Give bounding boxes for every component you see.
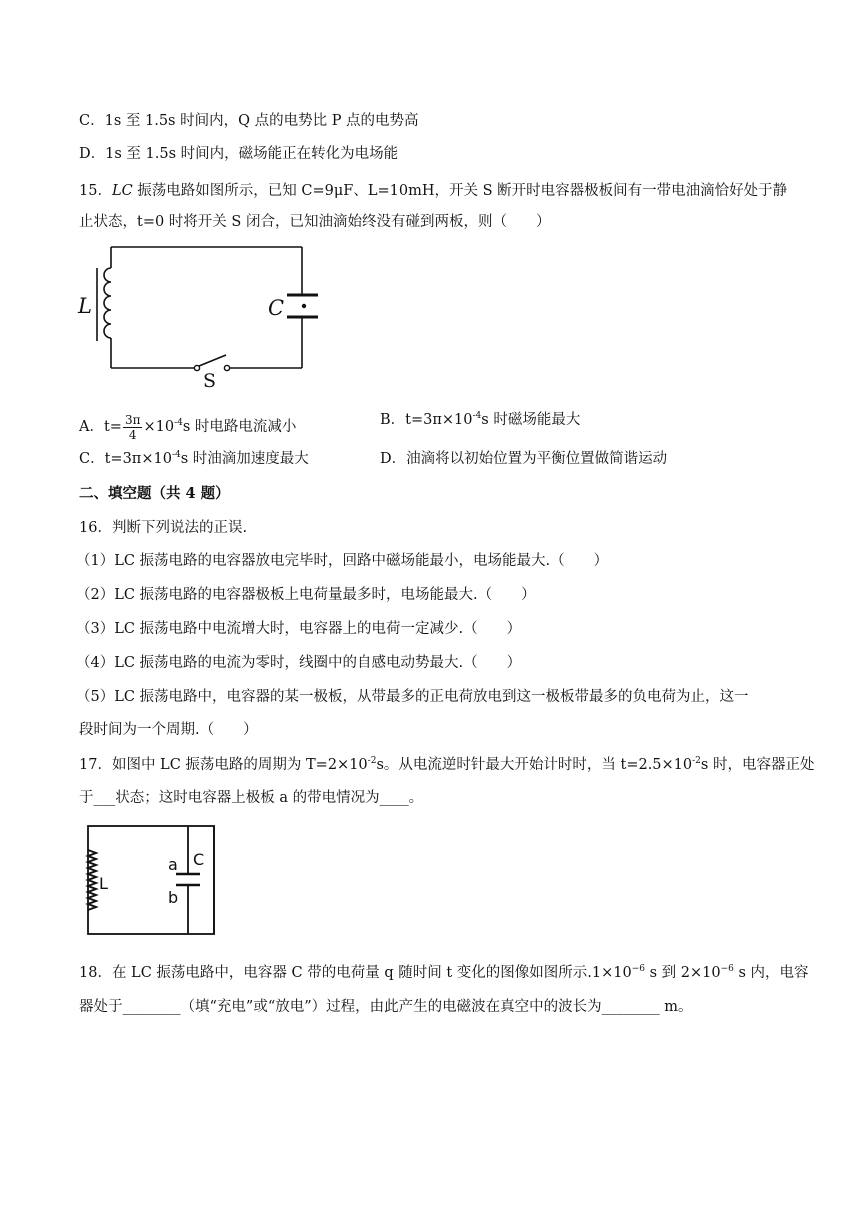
q17-label-b: b	[168, 888, 179, 907]
q15-option-d: D．油滴将以初始位置为平衡位置做简谐运动	[380, 451, 668, 467]
q17-label-a: a	[168, 855, 178, 874]
q16-item-5-line2: 段时间为一个周期.（ ）	[79, 722, 258, 738]
q16-item-3: （3）LC 振荡电路中电流增大时，电容器上的电荷一定减少.（ ）	[76, 621, 522, 637]
q17-stem-line2: 于___状态；这时电容器上极板 a 的带电情况为____。	[79, 790, 424, 806]
q15-stem-line2: 止状态，t=0 时将开关 S 闭合，已知油滴始终没有碰到两板，则（ ）	[79, 214, 551, 230]
q14-option-c: C．1s 至 1.5s 时间内，Q 点的电势比 P 点的电势高	[79, 113, 419, 129]
q16-item-4: （4）LC 振荡电路的电流为零时，线圈中的自感电动势最大.（ ）	[76, 655, 522, 671]
q18-stem-line2: 器处于________（填“充电”或“放电”）过程，由此产生的电磁波在真空中的波长为________ m。	[79, 999, 693, 1015]
q15-option-a: A．t= $\frac{3\pi}{4}$ $\times 10^{-4}s$ 时电路电流减小	[79, 412, 297, 442]
q15-option-b: B．$t=3\pi\times 10^{-4}s$ 时磁场能最大	[380, 411, 581, 428]
q14-option-d: D．1s 至 1.5s 时间内，磁场能正在转化为电场能	[79, 146, 399, 162]
q16-item-1: （1）LC 振荡电路的电容器放电完毕时，回路中磁场能最小，电场能最大.（ ）	[76, 553, 609, 569]
q15-label-c: C	[268, 296, 285, 320]
q15-label-l: L	[78, 294, 92, 318]
q15-stem-line1: 15．LC 振荡电路如图所示，已知 C=9μF、L=10mH，开关 S 断开时电容器极板间有一带电油滴恰好处于静	[79, 183, 788, 199]
q17-stem-line1: 17．如图中 LC 振荡电路的周期为 $T=2\times 10^{-2}s$。从电流逆时针最大开始计时时，当 $t=2.5\times 10^{-2}s$ 时，电容器正处	[79, 756, 815, 773]
q15-option-a-fraction: $\frac{3\pi}{4}$	[124, 412, 141, 442]
q18-stem-line1: 18．在 LC 振荡电路中，电容器 C 带的电荷量 q 随时间 t 变化的图像如图所示$.1\times 10^{-6}$ s 到 $2\times 10^{-6}$ s 内，电容	[79, 964, 809, 981]
q16-stem: 16．判断下列说法的正误.	[79, 520, 248, 536]
section-title-fill-in: 二、填空题（共 4 题）	[79, 485, 230, 502]
q17-label-c: C	[193, 850, 205, 869]
q15-option-c: C．$t=3\pi\times 10^{-4}s$ 时油滴加速度最大	[79, 450, 309, 467]
q17-label-l: L	[99, 874, 108, 893]
q16-item-2: （2）LC 振荡电路的电容器极板上电荷量最多时，电场能最大.（ ）	[76, 587, 536, 603]
q15-label-s: S	[203, 370, 217, 392]
q16-item-5-line1: （5）LC 振荡电路中，电容器的某一极板，从带最多的正电荷放电到这一极板带最多的负电荷为止，这一	[76, 689, 749, 705]
